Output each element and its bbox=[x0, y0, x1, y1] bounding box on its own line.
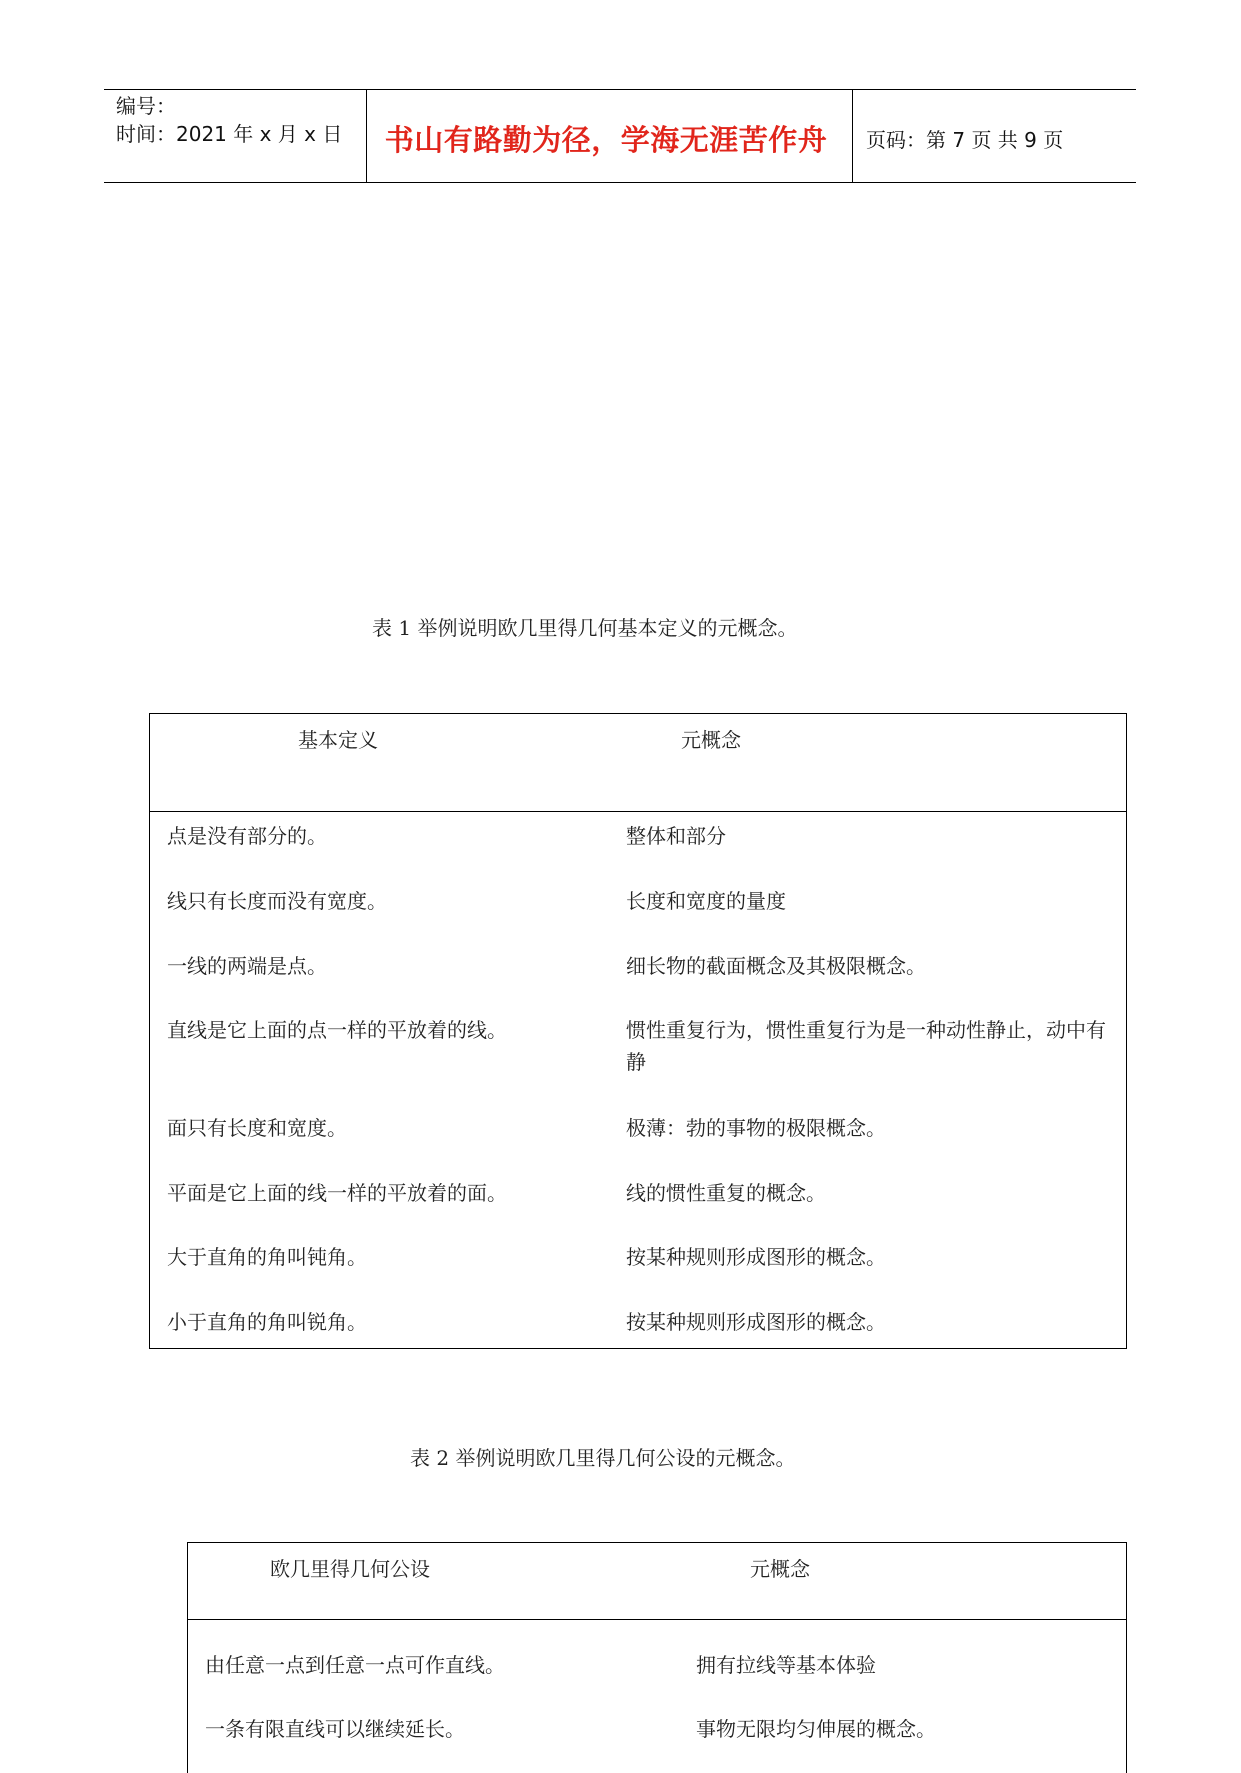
table2-caption: 表 2 举例说明欧几里得几何公设的元概念。 bbox=[410, 1446, 796, 1470]
table1-row-7-definition: 大于直角的角叫钝角。 bbox=[167, 1245, 367, 1269]
page-number: 页码：第 7 页 共 9 页 bbox=[866, 128, 1064, 152]
table1-row-3-definition: 一线的两端是点。 bbox=[167, 954, 327, 978]
table1-row-4-concept: 惯性重复行为，惯性重复行为是一种动性静止，动中有静 bbox=[626, 1018, 1106, 1074]
table1-row-4-definition: 直线是它上面的点一样的平放着的线。 bbox=[167, 1018, 507, 1042]
table1-row-2-definition: 线只有长度而没有宽度。 bbox=[167, 889, 387, 913]
table2-row-1-concept: 拥有拉线等基本体验 bbox=[696, 1653, 876, 1677]
table2-row-2-concept: 事物无限均匀伸展的概念。 bbox=[696, 1717, 936, 1741]
table2-header-rule bbox=[188, 1619, 1126, 1620]
table1-row-5-concept: 极薄：勃的事物的极限概念。 bbox=[626, 1116, 886, 1140]
table2-row-2-postulate: 一条有限直线可以继续延长。 bbox=[205, 1717, 465, 1741]
table1-row-3-concept: 细长物的截面概念及其极限概念。 bbox=[626, 954, 926, 978]
header-divider bbox=[852, 90, 853, 182]
table1-row-8-concept: 按某种规则形成图形的概念。 bbox=[626, 1310, 886, 1334]
table1-row-6-concept: 线的惯性重复的概念。 bbox=[626, 1181, 826, 1205]
table1-header-meta-concept: 元概念 bbox=[681, 728, 741, 752]
header-meta bbox=[116, 92, 342, 148]
table2-row-1-postulate: 由任意一点到任意一点可作直线。 bbox=[205, 1653, 505, 1677]
table1-header-definition: 基本定义 bbox=[298, 728, 378, 752]
header-motto: 书山有路勤为径，学海无涯苦作舟 bbox=[384, 123, 828, 157]
table2 bbox=[187, 1542, 1127, 1773]
table2-header-postulate: 欧几里得几何公设 bbox=[270, 1557, 430, 1581]
time-label: 时间：2021 年 x 月 x 日 bbox=[116, 122, 343, 146]
table1 bbox=[149, 713, 1127, 1349]
table1-row-7-concept: 按某种规则形成图形的概念。 bbox=[626, 1245, 886, 1269]
table1-row-1-definition: 点是没有部分的。 bbox=[167, 824, 327, 848]
serial-label: 编号： bbox=[116, 94, 176, 118]
table1-row-8-definition: 小于直角的角叫锐角。 bbox=[167, 1310, 367, 1334]
table1-caption: 表 1 举例说明欧几里得几何基本定义的元概念。 bbox=[372, 616, 798, 640]
table1-header-rule bbox=[150, 811, 1126, 812]
page-header bbox=[104, 89, 1136, 183]
table1-row-1-concept: 整体和部分 bbox=[626, 824, 726, 848]
table1-row-5-definition: 面只有长度和宽度。 bbox=[167, 1116, 347, 1140]
table2-header-meta-concept: 元概念 bbox=[750, 1557, 810, 1581]
table1-row-2-concept: 长度和宽度的量度 bbox=[626, 889, 786, 913]
table1-row-6-definition: 平面是它上面的线一样的平放着的面。 bbox=[167, 1181, 507, 1205]
